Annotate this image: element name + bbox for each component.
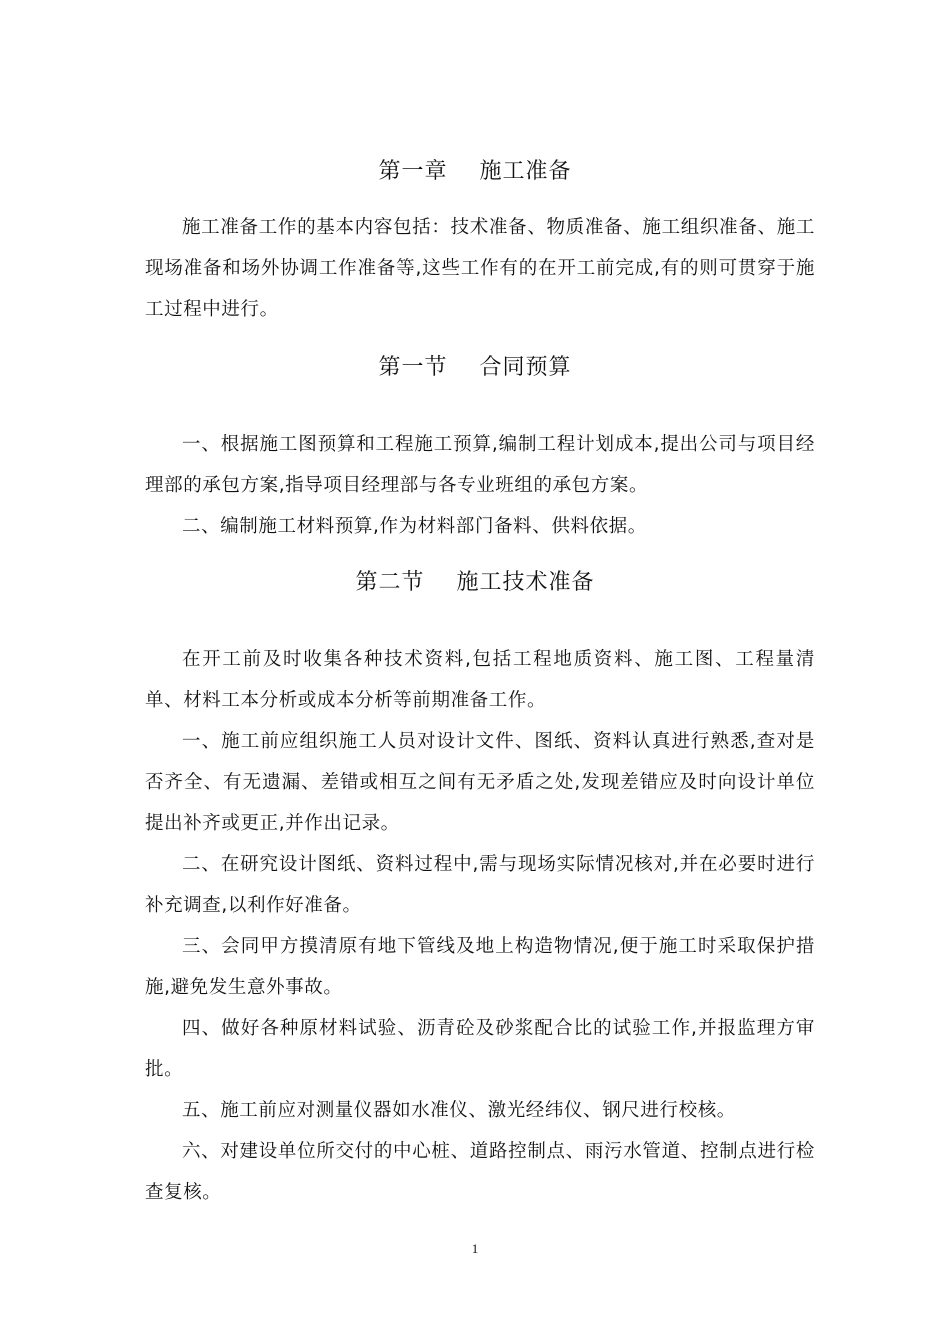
chapter-title: 第一章 施工准备	[378, 159, 572, 184]
section2-paragraph-intro: 在开工前及时收集各种技术资料,包括工程地质资料、施工图、工程量清单、材料工本分析或成本分析等前期准备工作。	[145, 649, 815, 711]
section-title-technical-preparation: 第二节 施工技术准备	[355, 570, 595, 595]
chapter-intro-paragraph: 施工准备工作的基本内容包括：技术准备、物质准备、施工组织准备、施工现场准备和场外协调工作准备等,这些工作有的在开工前完成,有的则可贯穿于施工过程中进行。	[145, 217, 815, 320]
section2-paragraph-1: 一、施工前应组织施工人员对设计文件、图纸、资料认真进行熟悉,查对是否齐全、有无遗漏、差错或相互之间有无矛盾之处,发现差错应及时向设计单位提出补齐或更正,并作出记录。	[145, 731, 815, 834]
page-number: 1	[471, 1241, 479, 1256]
section2-paragraph-3: 三、会同甲方摸清原有地下管线及地上构造物情况,便于施工时采取保护措施,避免发生意外事故。	[145, 936, 815, 998]
section2-paragraph-6: 六、对建设单位所交付的中心桩、道路控制点、雨污水管道、控制点进行检查复核。	[145, 1141, 815, 1203]
section2-paragraph-2: 二、在研究设计图纸、资料过程中,需与现场实际情况核对,并在必要时进行补充调查,以利作好准备。	[145, 854, 815, 916]
section-title-contract-budget: 第一节 合同预算	[378, 355, 572, 380]
section2-paragraph-4: 四、做好各种原材料试验、沥青砼及砂浆配合比的试验工作,并报监理方审批。	[145, 1018, 815, 1080]
section2-paragraph-5: 五、施工前应对测量仪器如水准仪、激光经纬仪、钢尺进行校核。	[182, 1100, 736, 1121]
section1-paragraph-2: 二、编制施工材料预算,作为材料部门备料、供料依据。	[182, 516, 647, 537]
section1-paragraph-1: 一、根据施工图预算和工程施工预算,编制工程计划成本,提出公司与项目经理部的承包方案,指导项目经理部与各专业班组的承包方案。	[145, 434, 815, 496]
